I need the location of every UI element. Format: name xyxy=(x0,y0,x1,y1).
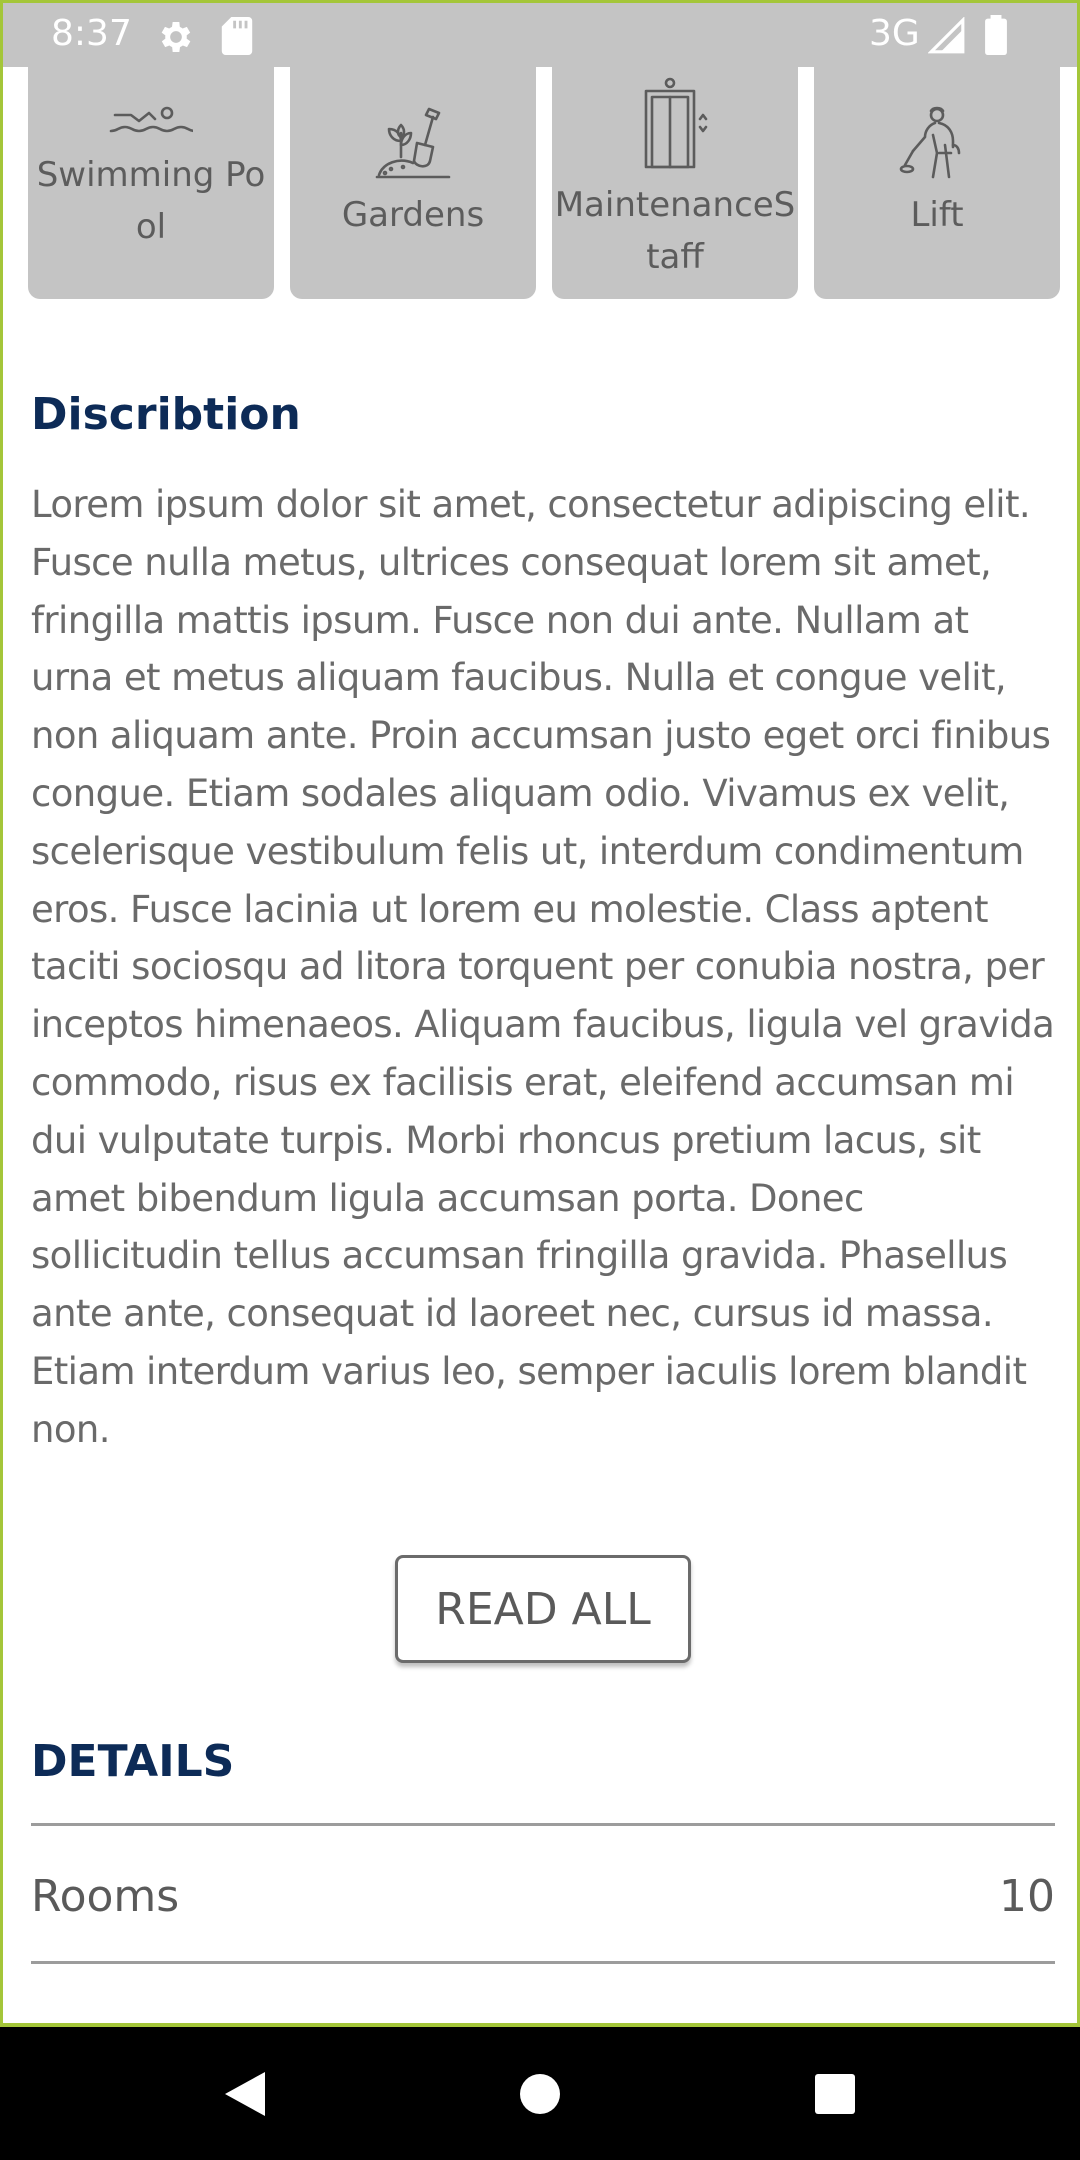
amenity-label: MaintenanceStaff xyxy=(554,185,796,277)
cleaner-icon xyxy=(899,105,975,179)
home-button[interactable] xyxy=(495,2027,585,2160)
elevator-icon xyxy=(640,73,710,171)
amenity-label: Lift xyxy=(910,195,964,235)
amenity-label: Gardens xyxy=(341,195,485,235)
recents-icon xyxy=(814,2073,856,2115)
signal-icon xyxy=(928,17,966,55)
garden-shovel-icon xyxy=(375,105,451,181)
network-type: 3G xyxy=(869,13,920,54)
amenity-card-lift[interactable] xyxy=(814,63,1060,299)
amenities-row xyxy=(28,63,1058,299)
swimmer-icon xyxy=(109,101,193,137)
gear-icon xyxy=(156,17,196,57)
description-title: Discribtion xyxy=(31,389,301,440)
back-button[interactable] xyxy=(200,2027,290,2160)
back-icon xyxy=(223,2070,267,2118)
navigation-bar xyxy=(0,2027,1080,2160)
recents-button[interactable] xyxy=(790,2027,880,2160)
detail-row-rooms xyxy=(31,1827,1055,1961)
detail-key: Rooms xyxy=(31,1871,180,1922)
status-bar xyxy=(3,3,1077,67)
amenity-card-swimming-pool[interactable] xyxy=(28,63,274,299)
battery-icon xyxy=(985,15,1007,55)
detail-value: 10 xyxy=(999,1871,1055,1922)
status-time: 8:37 xyxy=(51,13,132,54)
amenity-card-gardens[interactable] xyxy=(290,63,536,299)
details-title: DETAILS xyxy=(31,1736,235,1787)
details-divider xyxy=(31,1823,1055,1826)
description-text: Lorem ipsum dolor sit amet, consectetur adipiscing elit. Fusce nulla metus, ultrices consequat lorem sit amet, fringilla mattis ipsum. Fusce non dui ante. Nullam at urna et metus aliquam faucibus. Nulla et congue velit, non aliquam ante. Proin accumsan justo eget orci finibus congue. Etiam sodales aliquam odio. Vivamus ex velit, scelerisque vestibulum felis ut, interdum condimentum eros. Fusce lacinia ut lorem eu molestie. Class aptent taciti sociosqu ad litora torquent per conubia nostra, per inceptos himenaeos. Aliquam faucibus, ligula vel gravida commodo, risus ex facilisis erat, eleifend accumsan mi dui vulputate turpis. Morbi rhoncus pretium lacus, sit amet bibendum ligula accumsan porta. Donec sollicitudin tellus accumsan fringilla gravida. Phasellus ante ante, consequat id laoreet nec, cursus id massa. Etiam interdum varius leo, semper iaculis lorem blandit non. xyxy=(31,483,1055,1451)
amenity-card-maintenance-staff[interactable] xyxy=(552,63,798,299)
read-all-button[interactable]: READ ALL xyxy=(395,1555,691,1663)
home-icon xyxy=(518,2072,562,2116)
sd-card-icon xyxy=(221,17,253,55)
details-divider xyxy=(31,1961,1055,1964)
amenity-label: Swimming Pool xyxy=(36,155,266,247)
